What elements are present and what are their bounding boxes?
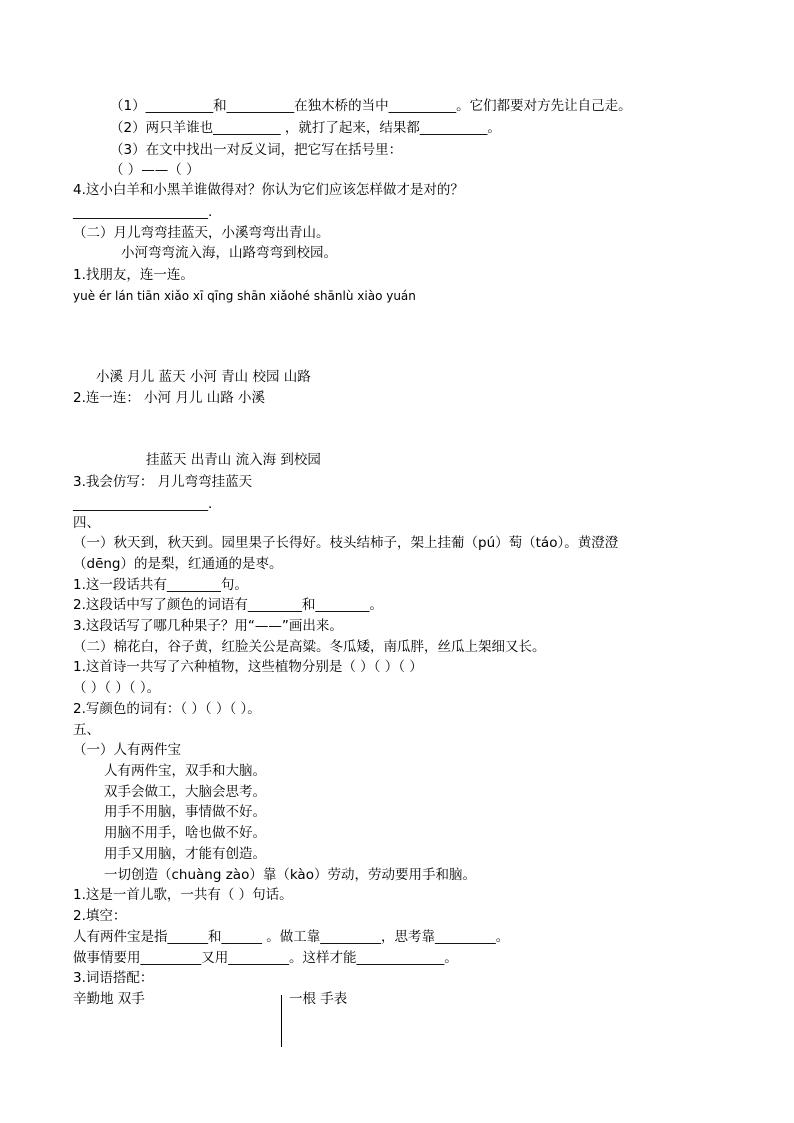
passage-autumn-2: （dēng）的是梨，红通通的是枣。 bbox=[73, 556, 283, 572]
poem-verse-1: 人有两件宝，双手和大脑。 bbox=[104, 763, 266, 779]
fill-blank-2: 做事情要用_________又用_________。这样才能_____________。 bbox=[73, 950, 458, 966]
task-connect: 2.连一连： 小河 月儿 山路 小溪 bbox=[73, 390, 266, 406]
word-row: 小溪 月儿 蓝天 小河 青山 校园 山路 bbox=[96, 369, 311, 385]
section-5-heading: 五、 bbox=[73, 722, 100, 738]
question-4: 4.这小白羊和小黑羊谁做得对？你认为它们应该怎样做才是对的？ bbox=[73, 182, 464, 198]
poem-verse-3: 用手不用脑，事情做不好。 bbox=[104, 804, 266, 820]
question-1-3: （3）在文中找出一对反义词，把它写在括号里： bbox=[110, 142, 403, 158]
antonym-brackets: （ ）——（ ） bbox=[110, 162, 200, 178]
question-1-2: （2）两只羊谁也__________ ，就打了起来，结果都__________。 bbox=[110, 120, 501, 136]
poem-verse-4: 用脑不用手，啥也做不好。 bbox=[104, 825, 266, 841]
task-imitate: 3.我会仿写： 月儿弯弯挂蓝天 bbox=[73, 474, 253, 490]
poem-verse-2: 双手会做工，大脑会思考。 bbox=[104, 784, 266, 800]
fill-blank-heading: 2.填空： bbox=[73, 908, 127, 924]
question-color-words: 2.写颜色的词有：（ ）（ ）（ ）。 bbox=[73, 701, 261, 717]
question-plants-2: （ ）（ ）（ ）。 bbox=[73, 680, 161, 696]
pinyin-row: yuè ér lán tiān xiǎo xī qīng shān xiǎohé shānlù xiào yuán bbox=[73, 289, 416, 303]
fill-blank-1: 人有两件宝是指______和______ 。做工靠_________，思考靠_________。 bbox=[73, 929, 510, 945]
poem-verse-6: 一切创造（chuàng zào）靠（kào）劳动，劳动要用手和脑。 bbox=[104, 867, 476, 883]
poem-verse-5: 用手又用脑，才能有创造。 bbox=[104, 846, 266, 862]
task-find-friends: 1.找朋友，连一连。 bbox=[73, 267, 194, 283]
question-sentence-count: 1.这是一首儿歌，一共有（ ）句话。 bbox=[73, 887, 293, 903]
question-fruits: 3.这段话写了哪几种果子？用“——”画出来。 bbox=[73, 618, 343, 634]
passage-plants: （二）棉花白，谷子黄，红脸关公是高粱。冬瓜矮，南瓜胖，丝瓜上架细又长。 bbox=[73, 639, 546, 655]
poem-line-1: （二）月儿弯弯挂蓝天，小溪弯弯出青山。 bbox=[73, 225, 330, 241]
word-matching-heading: 3.词语搭配： bbox=[73, 970, 154, 986]
word-matching-right: 一根 手表 bbox=[289, 991, 348, 1007]
passage-autumn-1: （一）秋天到，秋天到。园里果子长得好。枝头结柿子，架上挂葡（pú）萄（táo）。黄澄澄 bbox=[73, 535, 619, 551]
phrase-row: 挂蓝天 出青山 流入海 到校园 bbox=[146, 452, 321, 468]
question-plants-1: 1.这首诗一共写了六种植物，这些植物分别是（ ）（ ）（ ） bbox=[73, 659, 423, 675]
answer-line-2: ____________________. bbox=[73, 496, 213, 512]
word-matching-left: 辛勤地 双手 bbox=[73, 991, 145, 1007]
column-divider bbox=[281, 995, 282, 1047]
question-colors: 2.这段话中写了颜色的词语有________和________。 bbox=[73, 597, 383, 613]
section-4-heading: 四、 bbox=[73, 515, 100, 531]
question-1-1: （1）__________和__________在独木桥的当中__________。它们都要对方先让自己走。 bbox=[110, 98, 632, 114]
poem-line-2: 小河弯弯流入海，山路弯弯到校园。 bbox=[121, 245, 337, 261]
answer-line-1: ____________________. bbox=[73, 204, 213, 220]
poem-title: （一）人有两件宝 bbox=[73, 742, 181, 758]
question-sentences: 1.这一段话共有________句。 bbox=[73, 577, 248, 593]
